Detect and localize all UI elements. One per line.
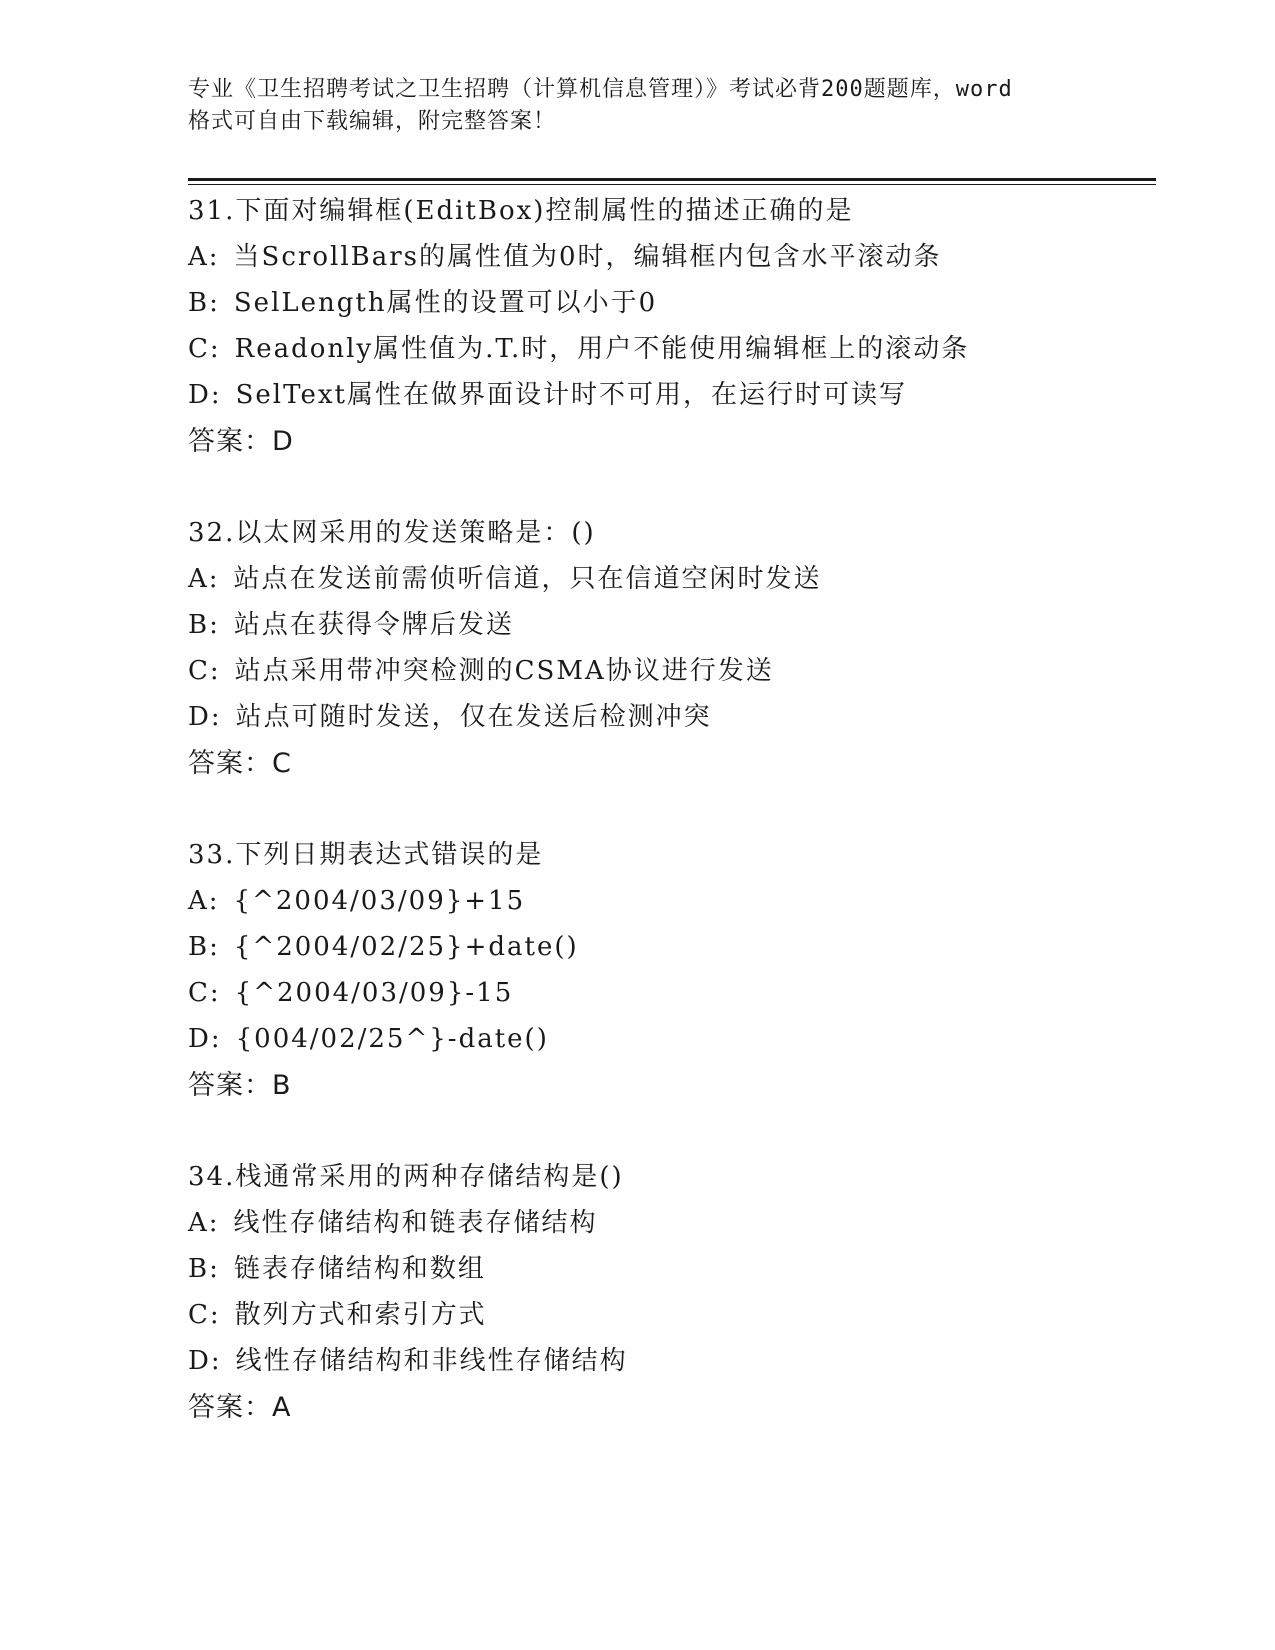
option-letter: A: [188, 1208, 220, 1238]
question-stem: 32.以太网采用的发送策略是：() [188, 518, 596, 548]
option-text: {^2004/03/09}+15 [233, 886, 526, 916]
option-letter: A: [188, 564, 220, 594]
document-header [188, 74, 1088, 138]
option-d [188, 1016, 1148, 1062]
option-d [188, 372, 1148, 418]
option-text: 链表存储结构和数组 [233, 1254, 486, 1284]
answer-line: 答案：D [188, 426, 294, 457]
option-text: SelText属性在做界面设计时不可用，在运行时可读写 [235, 380, 907, 410]
header-divider-thin [188, 184, 1156, 185]
option-letter: A: [188, 886, 220, 916]
question-31 [188, 188, 1148, 466]
header-line-1: 专业《卫生招聘考试之卫生招聘（计算机信息管理）》考试必背200题题库，word [188, 77, 1013, 102]
option-a [188, 556, 1148, 602]
option-letter: C: [188, 656, 221, 686]
option-text: 线性存储结构和链表存储结构 [233, 1208, 598, 1238]
option-letter: D: [188, 702, 222, 732]
question-34 [188, 1154, 1148, 1432]
option-text: 当ScrollBars的属性值为0时，编辑框内包含水平滚动条 [233, 242, 942, 272]
option-d [188, 1338, 1148, 1384]
option-text: 站点采用带冲突检测的CSMA协议进行发送 [234, 656, 774, 686]
option-letter: D: [188, 1346, 222, 1376]
option-letter: B: [188, 1254, 220, 1284]
option-letter: C: [188, 334, 221, 364]
option-b [188, 1246, 1148, 1292]
option-b [188, 280, 1148, 326]
option-text: Readonly属性值为.T.时，用户不能使用编辑框上的滚动条 [234, 334, 970, 364]
option-c [188, 970, 1148, 1016]
header-line-2: 格式可自由下载编辑，附完整答案！ [188, 109, 557, 134]
option-letter: D: [188, 1024, 222, 1054]
option-text: 线性存储结构和非线性存储结构 [235, 1346, 628, 1376]
answer-line: 答案：A [188, 1392, 292, 1423]
option-b [188, 602, 1148, 648]
question-32 [188, 510, 1148, 788]
answer-line: 答案：B [188, 1070, 292, 1101]
option-letter: B: [188, 610, 220, 640]
option-text: SelLength属性的设置可以小于0 [233, 288, 658, 318]
option-text: 站点可随时发送，仅在发送后检测冲突 [235, 702, 712, 732]
option-text: 散列方式和索引方式 [234, 1300, 487, 1330]
question-33 [188, 832, 1148, 1110]
answer-line: 答案：C [188, 748, 292, 779]
option-text: 站点在发送前需侦听信道，只在信道空闲时发送 [233, 564, 822, 594]
option-letter: B: [188, 932, 220, 962]
option-a [188, 1200, 1148, 1246]
option-a [188, 878, 1148, 924]
option-text: 站点在获得令牌后发送 [233, 610, 514, 640]
question-stem: 31.下面对编辑框(EditBox)控制属性的描述正确的是 [188, 196, 854, 226]
question-stem: 33.下列日期表达式错误的是 [188, 840, 544, 870]
question-stem: 34.栈通常采用的两种存储结构是() [188, 1162, 624, 1192]
option-b [188, 924, 1148, 970]
option-letter: C: [188, 978, 221, 1008]
header-divider-thick [188, 178, 1156, 181]
option-letter: C: [188, 1300, 221, 1330]
option-text: {^2004/02/25}+date() [233, 932, 579, 962]
option-d [188, 694, 1148, 740]
option-c [188, 326, 1148, 372]
option-letter: D: [188, 380, 222, 410]
option-letter: B: [188, 288, 220, 318]
option-letter: A: [188, 242, 220, 272]
option-c [188, 648, 1148, 694]
option-a [188, 234, 1148, 280]
option-c [188, 1292, 1148, 1338]
option-text: {^2004/03/09}-15 [234, 978, 514, 1008]
option-text: {004/02/25^}-date() [235, 1024, 549, 1054]
question-list [188, 188, 1148, 1476]
